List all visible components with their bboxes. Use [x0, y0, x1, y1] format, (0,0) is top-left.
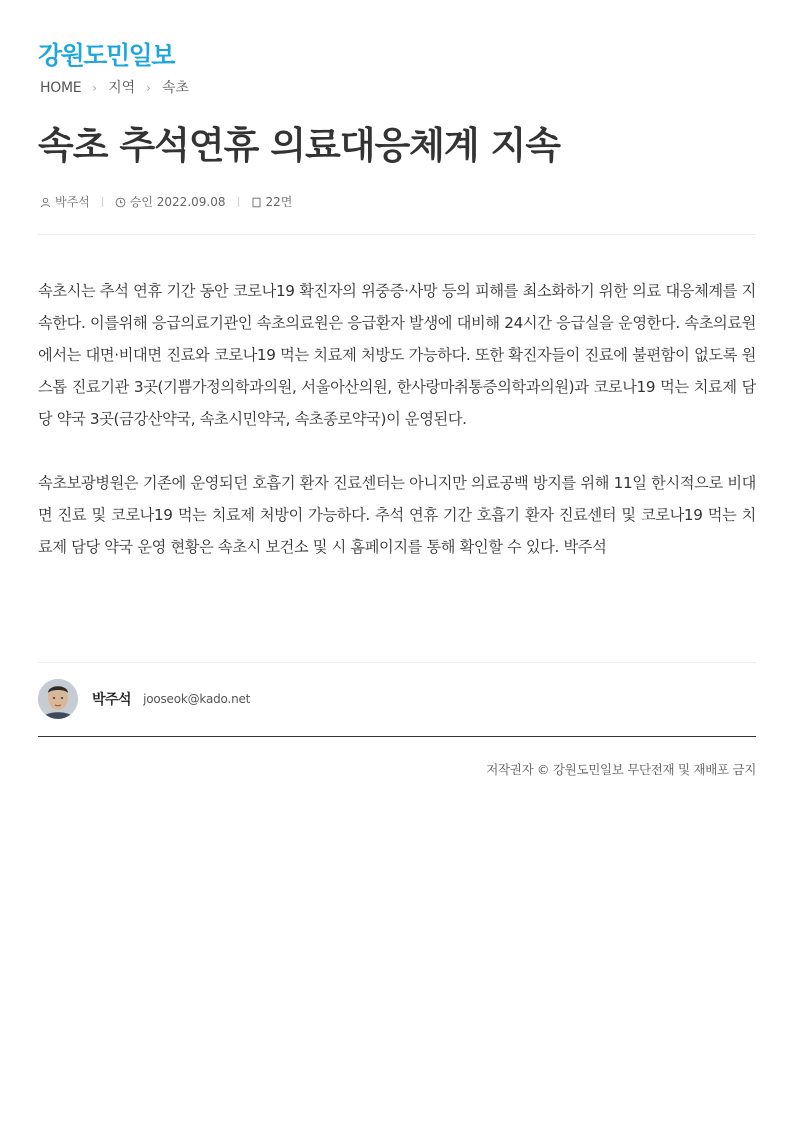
meta-approved-date: 승인 2022.09.08: [129, 195, 226, 209]
meta-divider: [102, 197, 103, 207]
meta-page: [251, 193, 293, 211]
meta-author-name: 박주석: [55, 195, 90, 209]
chevron-right-icon: ›: [146, 81, 151, 95]
copyright-notice: 저작권자 © 강원도민일보 무단전재 및 재배포 금지: [486, 762, 756, 777]
article-meta: [40, 193, 292, 211]
meta-approved: [115, 193, 226, 211]
article-paragraph: 속초보광병원은 기존에 운영되던 호흡기 환자 진료센터는 아니지만 의료공백 방지를 위해 11일 한시적으로 비대면 진료 및 코로나19 먹는 치료제 처방이 가능하다. 추석 연휴 기간 호흡기 환자 진료센터 및 코로나19 먹는 치료제 담당 약국 운영 현황은 속초시 보건소 및 시 홈페이지를 통해 확인할 수 있다. 박주석: [38, 474, 756, 556]
meta-divider: [238, 197, 239, 207]
page-icon: [251, 197, 262, 208]
author-name: 박주석: [92, 692, 132, 708]
meta-page-number: 22면: [265, 195, 293, 209]
user-icon: [40, 197, 51, 208]
article-body: [38, 275, 756, 595]
author-email[interactable]: jooseok@kado.net: [143, 692, 251, 706]
site-logo[interactable]: 강원도민일보: [38, 41, 174, 70]
meta-author: [40, 193, 90, 211]
chevron-right-icon: ›: [92, 81, 98, 95]
breadcrumb-sokcho[interactable]: 속초: [161, 80, 190, 96]
article-title: 속초 추석연휴 의료대응체계 지속: [38, 124, 561, 167]
author-box: [38, 679, 250, 719]
breadcrumb: [40, 78, 189, 98]
footer-divider: [38, 736, 756, 737]
clock-icon: [115, 197, 126, 208]
article-paragraph: 속초시는 추석 연휴 기간 동안 코로나19 확진자의 위중증·사망 등의 피해를 최소화하기 위한 의료 대응체계를 지속한다. 이를위해 응급의료기관인 속초의료원은 응급환자 발생에 대비해 24시간 응급실을 운영한다. 속초의료원에서는 대면·비대면 진료와 코로나19 먹는 치료제 처방도 가능하다. 또한 확진자들이 진료에 불편함이 없도록 원스톱 진료기관 3곳(기쁨가정의학과의원, 서울아산의원, 한사랑마취통증의학과의원)과 코로나19 먹는 치료제 담당 약국 3곳(금강산약국, 속초시민약국, 속초종로약국)이 운영된다.: [38, 282, 756, 428]
avatar: [38, 679, 78, 719]
breadcrumb-home[interactable]: HOME: [40, 80, 82, 96]
body-divider: [38, 662, 756, 663]
header-divider: [38, 234, 756, 235]
breadcrumb-region[interactable]: 지역: [108, 80, 136, 96]
